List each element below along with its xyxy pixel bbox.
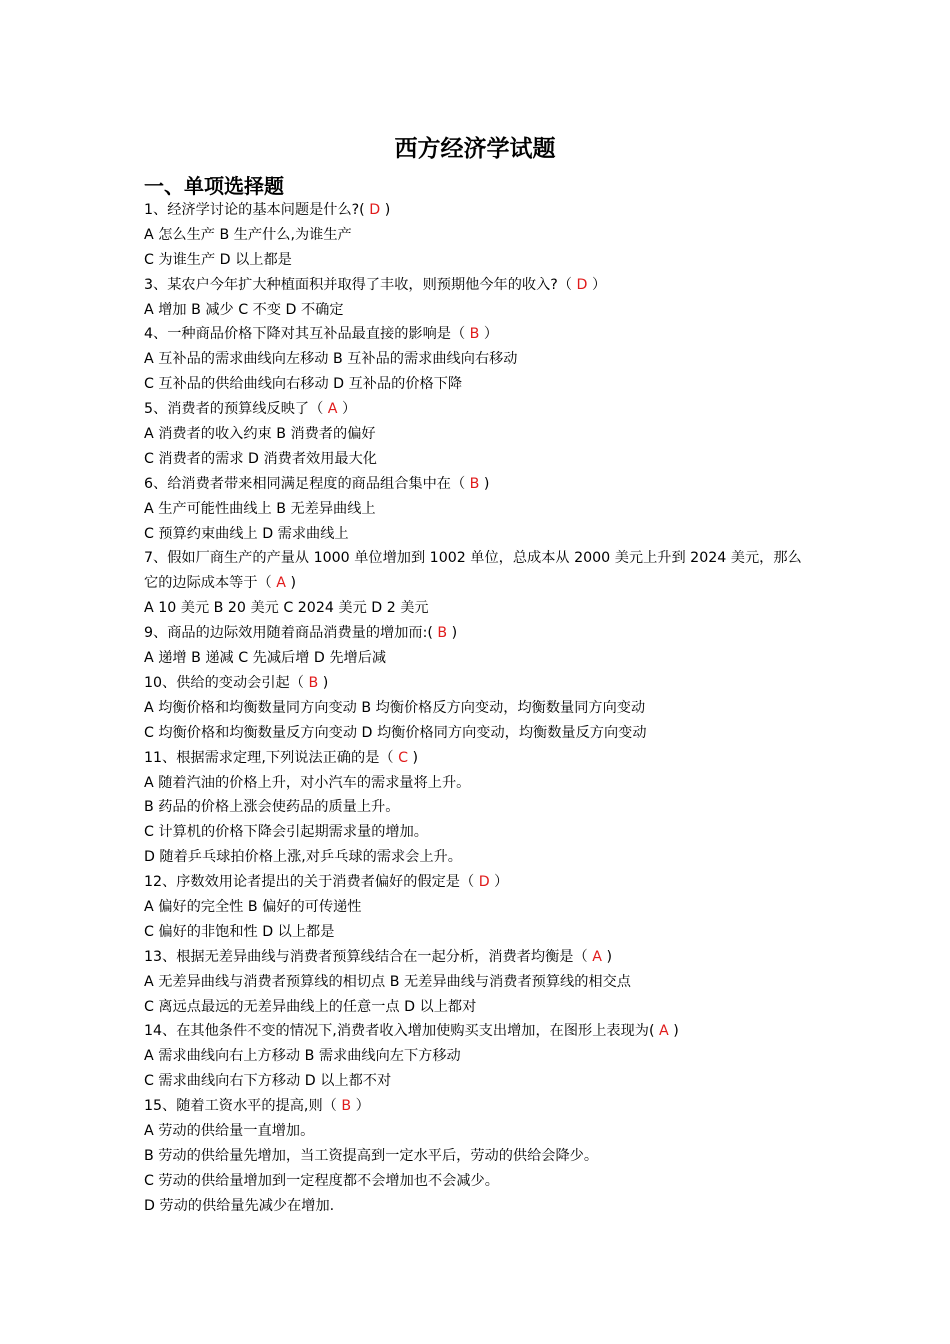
answer-bracket-close: ) <box>412 749 419 766</box>
question-stem <box>144 1019 814 1044</box>
question-item <box>144 546 814 621</box>
option-line: C 离远点最远的无差异曲线上的任意一点 D 以上都对 <box>144 998 477 1015</box>
question-text: 14、在其他条件不变的情况下,消费者收入增加使购买支出增加，在图形上表现为( <box>144 1023 655 1040</box>
option-line: A 劳动的供给量一直增加。 <box>144 1122 315 1139</box>
option-line: A 无差异曲线与消费者预算线的相切点 B 无差异曲线与消费者预算线的相交点 <box>144 973 631 990</box>
option-line: D 劳动的供给量先减少在增加. <box>144 1197 335 1214</box>
answer-key: A <box>592 948 602 965</box>
option-line: A 递增 B 递减 C 先减后增 D 先增后减 <box>144 650 387 667</box>
question-stem <box>144 273 814 298</box>
question-text: 15、随着工资水平的提高,则（ <box>144 1098 337 1115</box>
option-line: C 需求曲线向右下方移动 D 以上都不对 <box>144 1073 392 1090</box>
option-line: A 生产可能性曲线上 B 无差异曲线上 <box>144 500 376 517</box>
option-line: A 10 美元 B 20 美元 C 2024 美元 D 2 美元 <box>144 600 429 617</box>
option-line: C 互补品的供给曲线向右移动 D 互补品的价格下降 <box>144 376 463 393</box>
section-heading: 一、单项选择题 <box>144 174 284 198</box>
question-text: 1、经济学讨论的基本问题是什么?( <box>144 202 365 218</box>
question-stem <box>144 621 814 646</box>
answer-bracket-close: ） <box>342 401 357 418</box>
question-item <box>144 198 814 273</box>
question-text: 4、一种商品价格下降对其互补品最直接的影响是（ <box>144 326 466 343</box>
question-item <box>144 273 814 323</box>
question-stem <box>144 546 814 596</box>
answer-bracket-close: ) <box>673 1023 679 1040</box>
answer-bracket-close: ) <box>606 948 612 965</box>
question-text: 5、消费者的预算线反映了（ <box>144 401 324 418</box>
answer-key: B <box>308 674 319 691</box>
option-line: C 均衡价格和均衡数量反方向变动 D 均衡价格同方向变动，均衡数量反方向变动 <box>144 724 647 741</box>
question-item <box>144 945 814 1020</box>
option-line: A 互补品的需求曲线向左移动 B 互补品的需求曲线向右移动 <box>144 351 518 368</box>
option-line: A 怎么生产 B 生产什么,为谁生产 <box>144 226 352 243</box>
answer-key: D <box>576 276 588 293</box>
question-stem <box>144 397 814 422</box>
answer-key: C <box>398 749 409 766</box>
option-line: C 计算机的价格下降会引起期需求量的增加。 <box>144 824 428 841</box>
option-line: B 药品的价格上涨会使药品的质量上升。 <box>144 799 400 816</box>
option-line: C 预算约束曲线上 D 需求曲线上 <box>144 525 349 542</box>
question-text: 13、根据无差异曲线与消费者预算线结合在一起分析，消费者均衡是（ <box>144 948 588 965</box>
option-line: C 为谁生产 D 以上都是 <box>144 251 292 268</box>
question-item <box>144 621 814 671</box>
answer-bracket-close: ) <box>322 674 329 691</box>
option-line: C 消费者的需求 D 消费者效用最大化 <box>144 450 377 467</box>
question-list <box>144 198 814 1219</box>
question-item <box>144 870 814 945</box>
question-stem <box>144 1094 814 1119</box>
option-line: A 需求曲线向右上方移动 B 需求曲线向左下方移动 <box>144 1048 461 1065</box>
option-line: A 偏好的完全性 B 偏好的可传递性 <box>144 898 362 915</box>
page-title: 西方经济学试题 <box>394 135 556 162</box>
question-item <box>144 1094 814 1218</box>
question-stem <box>144 671 814 696</box>
answer-bracket-close: ) <box>451 625 458 642</box>
answer-key: D <box>369 202 381 218</box>
option-line: B 劳动的供给量先增加，当工资提高到一定水平后，劳动的供给会降少。 <box>144 1147 599 1164</box>
answer-key: B <box>341 1098 352 1115</box>
option-line: D 随着乒乓球拍价格上涨,对乒乓球的需求会上升。 <box>144 849 462 866</box>
question-item <box>144 472 814 547</box>
question-stem <box>144 322 814 347</box>
answer-key: A <box>276 575 286 592</box>
question-stem <box>144 870 814 895</box>
question-stem <box>144 198 814 223</box>
question-item <box>144 322 814 397</box>
answer-key: D <box>478 874 490 891</box>
answer-bracket-close: ） <box>494 874 509 891</box>
question-stem <box>144 472 814 497</box>
option-line: A 随着汽油的价格上升，对小汽车的需求量将上升。 <box>144 774 471 791</box>
option-line: A 均衡价格和均衡数量同方向变动 B 均衡价格反方向变动，均衡数量同方向变动 <box>144 699 646 716</box>
answer-key: B <box>437 625 448 642</box>
question-item <box>144 746 814 870</box>
question-text: 11、根据需求定理,下列说法正确的是（ <box>144 749 394 766</box>
answer-bracket-close: ) <box>384 202 391 218</box>
question-text: 10、供给的变动会引起（ <box>144 674 304 691</box>
question-stem <box>144 945 814 970</box>
answer-bracket-close: ） <box>591 276 607 293</box>
option-line: C 劳动的供给量增加到一定程度都不会增加也不会减少。 <box>144 1172 499 1189</box>
answer-bracket-close: ) <box>290 575 296 592</box>
answer-bracket-close: ) <box>483 475 490 492</box>
answer-key: B <box>469 475 480 492</box>
question-text: 6、给消费者带来相同满足程度的商品组合集中在（ <box>144 475 466 492</box>
question-text: 3、某农户今年扩大种植面积并取得了丰收，则预期他今年的收入?（ <box>144 276 572 293</box>
option-line: A 增加 B 减少 C 不变 D 不确定 <box>144 301 344 318</box>
question-stem <box>144 746 814 771</box>
question-item <box>144 1019 814 1094</box>
question-text: 12、序数效用论者提出的关于消费者偏好的假定是（ <box>144 874 475 891</box>
question-text: 9、商品的边际效用随着商品消费量的增加而:( <box>144 625 433 642</box>
option-line: A 消费者的收入约束 B 消费者的偏好 <box>144 426 376 443</box>
option-line: C 偏好的非饱和性 D 以上都是 <box>144 923 335 940</box>
answer-key: A <box>659 1023 669 1040</box>
answer-key: A <box>327 401 338 418</box>
question-text: 7、假如厂商生产的产量从 1000 单位增加到 1002 单位，总成本从 2000 美元上升到 2024 美元，那么它的边际成本等于（ <box>144 550 802 592</box>
answer-key: B <box>469 326 480 343</box>
answer-bracket-close: ） <box>355 1098 370 1115</box>
question-item <box>144 671 814 746</box>
question-item <box>144 397 814 472</box>
answer-bracket-close: ） <box>483 326 499 343</box>
